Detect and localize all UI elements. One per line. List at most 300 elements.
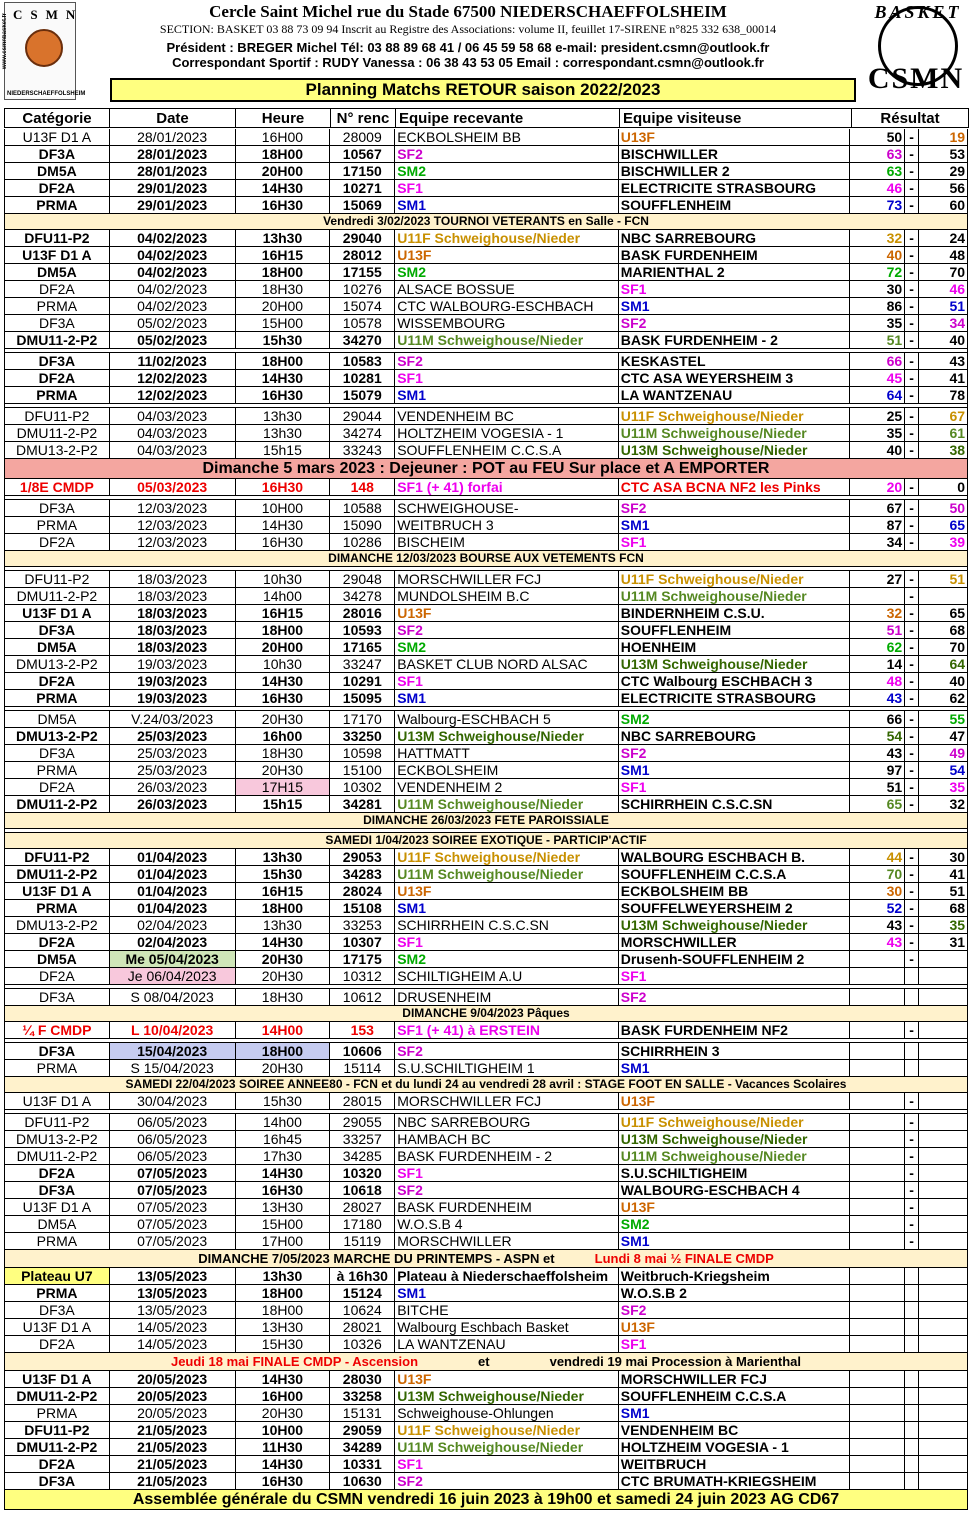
date-cell: 18/03/2023 xyxy=(110,639,236,655)
banner-part: Lundi 8 mai ½ FINALE CMDP xyxy=(594,1251,774,1266)
category-cell: DM5A xyxy=(5,639,110,655)
away-score-cell: 60 xyxy=(949,197,966,213)
csmn-logo-left: CSMN www.csmnbasket.fr NIEDERSCHAEFFOLSHEIM xyxy=(4,2,76,100)
away-team-cell: SF2 xyxy=(619,315,851,331)
table-row xyxy=(4,1148,968,1165)
away-score-cell: 70 xyxy=(949,264,966,280)
away-score-cell xyxy=(919,1182,967,1198)
home-team-cell: MORSCHWILLER FCJ xyxy=(395,1093,619,1109)
home-team-cell: Schweighouse-Ohlungen xyxy=(395,1405,619,1421)
time-cell: 16H00 xyxy=(236,1388,331,1404)
category-cell: DF3A xyxy=(5,500,110,516)
basket-csmn-logo: BASKET CSMN xyxy=(867,2,965,95)
match-number-cell: 10606 xyxy=(330,1043,395,1059)
home-team-cell: WEITBRUCH 3 xyxy=(395,517,619,533)
table-row xyxy=(4,353,968,370)
match-number-cell: 10593 xyxy=(330,622,395,638)
away-score-cell xyxy=(919,1199,967,1215)
score-separator xyxy=(905,1319,919,1335)
date-cell: S 15/04/2023 xyxy=(110,1060,236,1076)
home-score-cell xyxy=(850,1456,905,1472)
date-cell: S 08/04/2023 xyxy=(110,989,236,1005)
match-number-cell: 33253 xyxy=(330,917,395,933)
match-number-cell: 33258 xyxy=(330,1388,395,1404)
table-row xyxy=(4,762,968,779)
score-separator: - xyxy=(905,1233,919,1249)
table-row xyxy=(4,571,968,588)
away-score-cell: 40 xyxy=(949,673,966,689)
home-score-cell: 20 xyxy=(850,479,905,495)
match-number-cell: 15069 xyxy=(330,197,395,213)
home-team-cell: U11M Schweighouse/Nieder xyxy=(395,796,619,812)
away-score-cell: 41 xyxy=(949,866,966,882)
home-team-cell: U11M Schweighouse/Nieder xyxy=(395,1439,619,1455)
away-score-cell xyxy=(919,1405,967,1421)
away-score-cell: 50 xyxy=(949,500,966,516)
home-score-cell: 50 xyxy=(850,129,905,145)
home-team-cell: SF2 xyxy=(395,146,619,162)
category-cell: U13F D1 A xyxy=(5,1371,110,1387)
home-score-cell: 46 xyxy=(850,180,905,196)
category-cell: DMU11-2-P2 xyxy=(5,1148,110,1164)
date-cell: 07/05/2023 xyxy=(110,1165,236,1181)
home-team-cell: MORSCHWILLER FCJ xyxy=(395,571,619,587)
table-row xyxy=(4,230,968,247)
away-team-cell: U13F xyxy=(619,129,851,145)
away-score-cell: 51 xyxy=(949,298,966,314)
category-cell: PRMA xyxy=(5,690,110,706)
match-number-cell: 34289 xyxy=(330,1439,395,1455)
date-cell: 06/05/2023 xyxy=(110,1131,236,1147)
time-cell: 15h30 xyxy=(236,1093,331,1109)
home-score-cell: 70 xyxy=(850,866,905,882)
away-score-cell: 43 xyxy=(949,353,966,369)
date-cell: 28/01/2023 xyxy=(110,163,236,179)
date-cell: 05/02/2023 xyxy=(110,315,236,331)
table-row xyxy=(4,728,968,745)
away-score-cell xyxy=(919,1268,967,1284)
table-row xyxy=(4,1439,968,1456)
score-separator: - xyxy=(905,849,919,865)
date-cell: 18/03/2023 xyxy=(110,605,236,621)
table-row xyxy=(4,690,968,707)
time-cell: 20H30 xyxy=(236,968,331,984)
table-row xyxy=(4,917,968,934)
time-cell: 13h30 xyxy=(236,408,331,424)
table-row xyxy=(4,745,968,762)
away-score-cell: 32 xyxy=(949,796,966,812)
away-team-cell: SF2 xyxy=(619,745,851,761)
away-team-cell: U13F xyxy=(619,1319,851,1335)
category-cell: U13F D1 A xyxy=(5,883,110,899)
table-row xyxy=(4,332,968,349)
date-cell: 30/04/2023 xyxy=(110,1093,236,1109)
col-header-6: Résultat xyxy=(852,108,969,128)
home-score-cell xyxy=(850,1060,905,1076)
score-separator: - xyxy=(905,1093,919,1109)
home-team-cell: ECKBOLSHEIM xyxy=(395,762,619,778)
time-cell: 16H00 xyxy=(236,129,331,145)
match-number-cell: 10291 xyxy=(330,673,395,689)
score-separator xyxy=(905,968,919,984)
category-cell: DM5A xyxy=(5,264,110,280)
category-cell: DF3A xyxy=(5,353,110,369)
banner-part: vendredi 19 mai Procession à Marienthal xyxy=(549,1354,802,1369)
home-team-cell: Walbourg-ESCHBACH 5 xyxy=(395,711,619,727)
score-separator: - xyxy=(905,129,919,145)
footer-note: Assemblée générale du CSMN vendredi 16 juin 2023 à 19h00 et samedi 24 juin 2023 AG CD67 xyxy=(4,1490,968,1510)
match-number-cell: 28012 xyxy=(330,247,395,263)
home-score-cell: 63 xyxy=(850,163,905,179)
score-separator: - xyxy=(905,500,919,516)
time-cell: 20H30 xyxy=(236,1405,331,1421)
away-score-cell: 46 xyxy=(949,281,966,297)
away-team-cell: SOUFFLENHEIM C.C.S.A xyxy=(619,1388,851,1404)
date-cell: 04/02/2023 xyxy=(110,281,236,297)
table-row xyxy=(4,197,968,214)
score-separator: - xyxy=(905,298,919,314)
time-cell: 18H00 xyxy=(236,622,331,638)
event-banner: DIMANCHE 9/04/2023 Pâques xyxy=(4,1006,968,1022)
time-cell: 16H30 xyxy=(236,1473,331,1489)
category-cell: DMU11-2-P2 xyxy=(5,425,110,441)
date-cell: 21/05/2023 xyxy=(110,1456,236,1472)
time-cell: 18H30 xyxy=(236,989,331,1005)
home-score-cell: 45 xyxy=(850,370,905,386)
home-score-cell: 54 xyxy=(850,728,905,744)
score-separator xyxy=(905,1371,919,1387)
home-score-cell: 51 xyxy=(850,622,905,638)
date-cell: 26/03/2023 xyxy=(110,796,236,812)
table-row xyxy=(4,1060,968,1077)
home-score-cell: 51 xyxy=(850,332,905,348)
col-header-1: Date xyxy=(110,108,236,128)
category-cell: DMU11-2-P2 xyxy=(5,1388,110,1404)
time-cell: 14H30 xyxy=(236,370,331,386)
away-score-cell xyxy=(919,1043,967,1059)
basketball-icon xyxy=(25,29,63,67)
home-score-cell: 30 xyxy=(850,883,905,899)
score-separator: - xyxy=(905,762,919,778)
match-number-cell: 17170 xyxy=(330,711,395,727)
home-team-cell: SF2 xyxy=(395,622,619,638)
away-score-cell: 55 xyxy=(949,711,966,727)
away-team-cell: SM1 xyxy=(619,298,851,314)
away-score-cell xyxy=(919,968,967,984)
away-team-cell: SM2 xyxy=(619,1216,851,1232)
away-team-cell: Drusenh-SOUFFLENHEIM 2 xyxy=(619,951,851,967)
match-number-cell: 153 xyxy=(330,1022,395,1038)
match-number-cell: 34278 xyxy=(330,588,395,604)
away-score-cell xyxy=(919,1336,967,1352)
match-number-cell: 17180 xyxy=(330,1216,395,1232)
away-team-cell: U11F Schweighouse/Nieder xyxy=(619,1114,851,1130)
match-number-cell: 15090 xyxy=(330,517,395,533)
date-cell: 13/05/2023 xyxy=(110,1285,236,1301)
home-team-cell: U13F xyxy=(395,1371,619,1387)
category-cell: DM5A xyxy=(5,711,110,727)
away-team-cell: SF1 xyxy=(619,281,851,297)
away-score-cell: 78 xyxy=(949,387,966,403)
category-cell: DMU13-2-P2 xyxy=(5,656,110,672)
table-row xyxy=(4,1022,968,1039)
date-cell: 06/05/2023 xyxy=(110,1148,236,1164)
category-cell: PRMA xyxy=(5,1405,110,1421)
away-score-cell: 68 xyxy=(949,622,966,638)
match-number-cell: 10286 xyxy=(330,534,395,550)
away-team-cell: SF2 xyxy=(619,989,851,1005)
away-score-cell: 39 xyxy=(949,534,966,550)
date-cell: V.24/03/2023 xyxy=(110,711,236,727)
match-number-cell: 10276 xyxy=(330,281,395,297)
away-score-cell xyxy=(919,1371,967,1387)
date-cell: 01/04/2023 xyxy=(110,883,236,899)
table-row xyxy=(4,796,968,813)
time-cell: 10h30 xyxy=(236,656,331,672)
score-separator: - xyxy=(905,951,919,967)
score-separator: - xyxy=(905,656,919,672)
category-cell: DMU11-2-P2 xyxy=(5,1439,110,1455)
date-cell: 18/03/2023 xyxy=(110,588,236,604)
away-score-cell: 56 xyxy=(949,180,966,196)
table-row xyxy=(4,1165,968,1182)
score-separator: - xyxy=(905,1216,919,1232)
home-team-cell: SM1 xyxy=(395,900,619,916)
date-cell: 07/05/2023 xyxy=(110,1182,236,1198)
time-cell: 16H30 xyxy=(236,534,331,550)
table-row xyxy=(4,534,968,551)
home-team-cell: SM1 xyxy=(395,387,619,403)
away-score-cell: 51 xyxy=(949,883,966,899)
table-row xyxy=(4,1131,968,1148)
home-team-cell: SM2 xyxy=(395,163,619,179)
home-team-cell: BITCHE xyxy=(395,1302,619,1318)
home-score-cell: 62 xyxy=(850,639,905,655)
match-number-cell: 15119 xyxy=(330,1233,395,1249)
home-score-cell: 40 xyxy=(850,247,905,263)
match-number-cell: 34281 xyxy=(330,796,395,812)
home-team-cell: SM2 xyxy=(395,639,619,655)
time-cell: 15h15 xyxy=(236,442,331,458)
date-cell: 02/04/2023 xyxy=(110,934,236,950)
home-score-cell xyxy=(850,1093,905,1109)
match-number-cell: 10326 xyxy=(330,1336,395,1352)
home-team-cell: SM1 xyxy=(395,690,619,706)
home-score-cell: 35 xyxy=(850,315,905,331)
home-team-cell: DRUSENHEIM xyxy=(395,989,619,1005)
table-row xyxy=(4,1182,968,1199)
date-cell: 29/01/2023 xyxy=(110,197,236,213)
score-separator: - xyxy=(905,180,919,196)
match-number-cell: 28024 xyxy=(330,883,395,899)
score-separator: - xyxy=(905,900,919,916)
away-team-cell: SF2 xyxy=(619,500,851,516)
time-cell: 20H00 xyxy=(236,639,331,655)
home-team-cell: SF1 (+ 41) forfai xyxy=(395,479,619,495)
time-cell: 11H30 xyxy=(236,1439,331,1455)
table-row xyxy=(4,883,968,900)
match-number-cell: 33247 xyxy=(330,656,395,672)
home-score-cell: 27 xyxy=(850,571,905,587)
home-team-cell: VENDENHEIM 2 xyxy=(395,779,619,795)
home-team-cell: SCHWEIGHOUSE- xyxy=(395,500,619,516)
home-team-cell: U13F xyxy=(395,605,619,621)
home-team-cell: SF1 xyxy=(395,1165,619,1181)
home-team-cell: MUNDOLSHEIM B.C xyxy=(395,588,619,604)
score-separator: - xyxy=(905,146,919,162)
president-info: Président : BREGER Michel Tél: 03 88 89 68 41 / 06 45 59 58 68 e-mail: president.csmn@outlook.fr xyxy=(166,40,770,55)
event-banner: SAMEDI 22/04/2023 SOIREE ANNEE80 - FCN et du lundi 24 au vendredi 28 avril : STAGE FOOT EN SALLE - Vacances Scolaires xyxy=(4,1077,968,1093)
away-team-cell: U13M Schweighouse/Nieder xyxy=(619,917,851,933)
col-header-4: Equipe recevante xyxy=(396,108,620,128)
home-score-cell: 73 xyxy=(850,197,905,213)
away-team-cell: S.U.SCHILTIGHEIM xyxy=(619,1165,851,1181)
home-score-cell xyxy=(850,1165,905,1181)
match-number-cell: 10331 xyxy=(330,1456,395,1472)
category-cell: 1/8E CMDP xyxy=(5,479,110,495)
table-row xyxy=(4,779,968,796)
table-row xyxy=(4,1114,968,1131)
table-row xyxy=(4,442,968,459)
home-team-cell: SF2 xyxy=(395,353,619,369)
away-team-cell: NBC SARREBOURG xyxy=(619,230,851,246)
score-separator xyxy=(905,1043,919,1059)
time-cell: 20H00 xyxy=(236,163,331,179)
away-team-cell: U13F xyxy=(619,1093,851,1109)
away-team-cell: ELECTRICITE STRASBOURG xyxy=(619,690,851,706)
score-separator: - xyxy=(905,197,919,213)
date-cell: 25/03/2023 xyxy=(110,745,236,761)
away-team-cell: BASK FURDENHEIM xyxy=(619,247,851,263)
table-row xyxy=(4,989,968,1006)
time-cell: 13h30 xyxy=(236,849,331,865)
date-cell: 12/03/2023 xyxy=(110,500,236,516)
time-cell: 16H30 xyxy=(236,387,331,403)
category-cell: PRMA xyxy=(5,517,110,533)
table-row xyxy=(4,264,968,281)
match-number-cell: 10612 xyxy=(330,989,395,1005)
home-team-cell: BISCHEIM xyxy=(395,534,619,550)
date-cell: 13/05/2023 xyxy=(110,1302,236,1318)
table-row xyxy=(4,968,968,985)
date-cell: 01/04/2023 xyxy=(110,866,236,882)
table-row xyxy=(4,1388,968,1405)
category-cell: DF3A xyxy=(5,1473,110,1489)
category-cell: U13F D1 A xyxy=(5,247,110,263)
category-cell: DM5A xyxy=(5,951,110,967)
table-row xyxy=(4,1456,968,1473)
away-team-cell: U11M Schweighouse/Nieder xyxy=(619,1148,851,1164)
away-score-cell xyxy=(919,951,967,967)
table-row xyxy=(4,163,968,180)
score-separator: - xyxy=(905,425,919,441)
away-team-cell: WEITBRUCH xyxy=(619,1456,851,1472)
home-score-cell: 65 xyxy=(850,796,905,812)
table-row xyxy=(4,605,968,622)
table-row xyxy=(4,588,968,605)
match-number-cell: 28027 xyxy=(330,1199,395,1215)
time-cell: 14H30 xyxy=(236,1165,331,1181)
home-score-cell xyxy=(850,951,905,967)
category-cell: U13F D1 A xyxy=(5,1093,110,1109)
time-cell: 16H15 xyxy=(236,605,331,621)
away-score-cell xyxy=(919,1319,967,1335)
home-team-cell: U13F xyxy=(395,883,619,899)
away-score-cell: 48 xyxy=(949,247,966,263)
match-number-cell: 10307 xyxy=(330,934,395,950)
away-team-cell: SM1 xyxy=(619,1233,851,1249)
date-cell: 01/04/2023 xyxy=(110,900,236,916)
home-score-cell xyxy=(850,1268,905,1284)
date-cell: 04/03/2023 xyxy=(110,425,236,441)
date-cell: 21/05/2023 xyxy=(110,1439,236,1455)
score-separator: - xyxy=(905,163,919,179)
home-score-cell xyxy=(850,968,905,984)
away-score-cell: 70 xyxy=(949,639,966,655)
home-team-cell: BASK FURDENHEIM - 2 xyxy=(395,1148,619,1164)
away-team-cell: SM1 xyxy=(619,517,851,533)
schedule-table xyxy=(4,129,968,1510)
score-separator: - xyxy=(905,315,919,331)
away-team-cell: CTC Walbourg ESCHBACH 3 xyxy=(619,673,851,689)
away-score-cell: 65 xyxy=(949,517,966,533)
away-score-cell: 35 xyxy=(949,917,966,933)
away-score-cell: 65 xyxy=(949,605,966,621)
score-separator: - xyxy=(905,639,919,655)
home-score-cell: 86 xyxy=(850,298,905,314)
away-score-cell: 53 xyxy=(949,146,966,162)
away-score-cell: 24 xyxy=(949,230,966,246)
match-number-cell: 15114 xyxy=(330,1060,395,1076)
score-separator: - xyxy=(905,264,919,280)
table-row xyxy=(4,1473,968,1490)
category-cell: DM5A xyxy=(5,163,110,179)
score-separator xyxy=(905,1405,919,1421)
date-cell: 14/05/2023 xyxy=(110,1319,236,1335)
category-cell: DF2A xyxy=(5,534,110,550)
score-separator xyxy=(905,989,919,1005)
category-cell: DF3A xyxy=(5,622,110,638)
category-cell: DF2A xyxy=(5,1165,110,1181)
date-cell: 07/05/2023 xyxy=(110,1233,236,1249)
date-cell: 25/03/2023 xyxy=(110,728,236,744)
date-cell: 21/05/2023 xyxy=(110,1422,236,1438)
category-cell: U13F D1 A xyxy=(5,1319,110,1335)
table-row xyxy=(4,639,968,656)
away-score-cell: 34 xyxy=(949,315,966,331)
time-cell: 14h00 xyxy=(236,588,331,604)
away-team-cell: CTC ASA WEYERSHEIM 3 xyxy=(619,370,851,386)
time-cell: 15h30 xyxy=(236,866,331,882)
time-cell: 16H30 xyxy=(236,1182,331,1198)
event-banner xyxy=(4,1353,968,1371)
table-row xyxy=(4,298,968,315)
home-score-cell: 97 xyxy=(850,762,905,778)
match-number-cell: 29044 xyxy=(330,408,395,424)
away-team-cell: HOLTZHEIM VOGESIA - 1 xyxy=(619,1439,851,1455)
score-separator: - xyxy=(905,517,919,533)
home-team-cell: U11F Schweighouse/Nieder xyxy=(395,230,619,246)
time-cell: 13h30 xyxy=(236,1268,331,1284)
date-cell: 25/03/2023 xyxy=(110,762,236,778)
home-score-cell: 64 xyxy=(850,387,905,403)
home-team-cell: U11F Schweighouse/Nieder xyxy=(395,1422,619,1438)
event-banner: Dimanche 5 mars 2023 : Dejeuner : POT au FEU Sur place et A EMPORTER xyxy=(4,459,968,479)
table-row xyxy=(4,951,968,968)
table-row xyxy=(4,673,968,690)
category-cell: PRMA xyxy=(5,298,110,314)
time-cell: 18H00 xyxy=(236,1302,331,1318)
